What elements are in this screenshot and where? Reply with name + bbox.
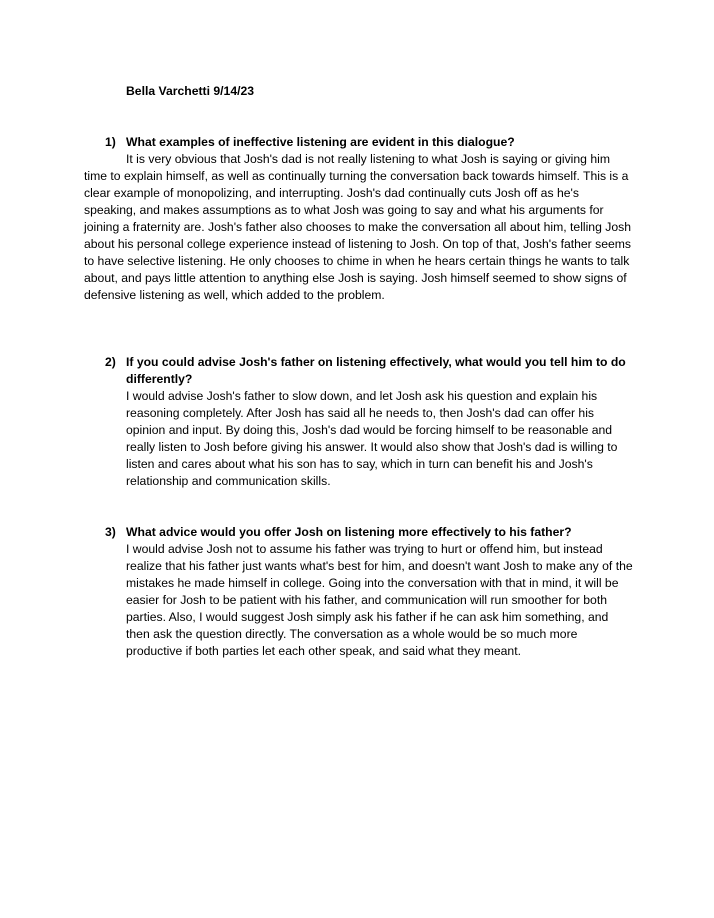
question-1-answer: It is very obvious that Josh's dad is not really listening to what Josh is saying or giving him time to explain himself, as well as continually turning the conversation back towards himself. This is a clear example of monopolizing, and interrupting. Josh's dad continually cuts Josh off as he's speaking, and makes assumptions as to what Josh was going to say and what his arguments for joining a fraternity are. Josh's father also chooses to make the conversation all about him, telling Josh about his personal college experience instead of listening to Josh. On top of that, Josh's father seems to have selective listening. He only chooses to chime in when he hears certain things he wants to talk about, and pays little attention to anything else Josh is saying. Josh himself seemed to show signs of defensive listening as well, which added to the problem. xyxy=(84,152,632,302)
question-2-number: 2) xyxy=(105,355,116,369)
question-3-title: What advice would you offer Josh on listening more effectively to his father? xyxy=(126,525,572,539)
question-3-number: 3) xyxy=(105,525,116,539)
question-1 xyxy=(84,134,634,304)
question-2-title: If you could advise Josh's father on listening effectively, what would you tell him to do differently? xyxy=(126,355,626,386)
question-2-answer: I would advise Josh's father to slow down, and let Josh ask his question and explain his reasoning completely. After Josh has said all he needs to, then Josh's dad can offer his opinion and input. By doing this, Josh's dad would be forcing himself to be reasonable and really listen to Josh before giving his answer. It would also show that Josh's dad is willing to listen and cares about what his son has to say, which in turn can benefit his and Josh's relationship and communication skills. xyxy=(126,389,618,488)
author-date-heading: Bella Varchetti 9/14/23 xyxy=(126,84,255,98)
question-1-number: 1) xyxy=(105,135,116,149)
question-3-answer: I would advise Josh not to assume his father was trying to hurt or offend him, but instead realize that his father just wants what's best for him, and doesn't want Josh to make any of the mistakes he made himself in college. Going into the conversation with that in mind, it will be easier for Josh to be patient with his father, and communication will run smoother for both parties. Also, I would suggest Josh simply ask his father if he can ask him something, and then ask the question directly. The conversation as a whole would be so much more productive if both parties let each other speak, and said what they meant. xyxy=(126,542,633,658)
question-3 xyxy=(105,524,635,660)
question-2 xyxy=(105,354,635,490)
question-1-title: What examples of ineffective listening are evident in this dialogue? xyxy=(126,135,515,149)
